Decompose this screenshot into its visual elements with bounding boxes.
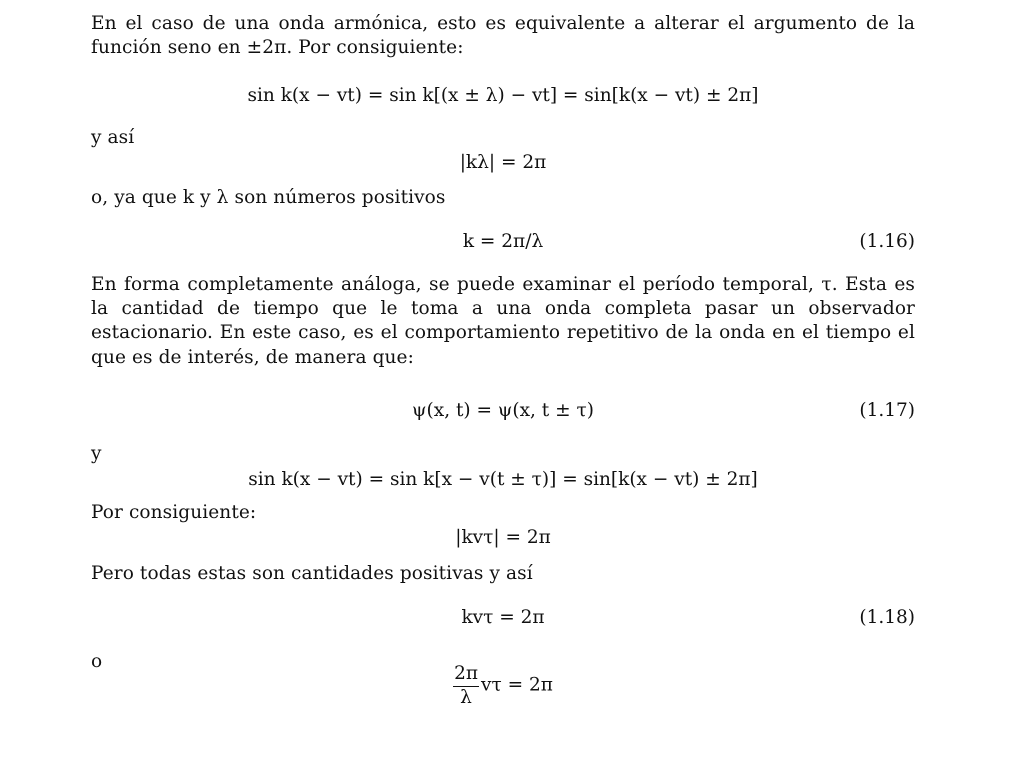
equation-number-1-18: (1.18) — [859, 607, 915, 628]
equation-k-lambda: |kλ| = 2π — [459, 152, 547, 173]
equation-number-1-16: (1.16) — [859, 231, 915, 252]
paragraph-positive-quantities: Pero todas estas son cantidades positivas y así — [91, 563, 533, 584]
equation-wavenumber: k = 2π/λ — [462, 231, 544, 252]
equation-psi-periodic: ψ(x, t) = ψ(x, t ± τ) — [412, 400, 594, 421]
fraction-denominator: λ — [460, 687, 472, 708]
paragraph-y: y — [91, 443, 102, 464]
fraction-rest: vτ = 2π — [481, 674, 553, 696]
paragraph-temporal-period: En forma completamente análoga, se puede examinar el período temporal, τ. Esta es la cantidad de tiempo que le toma a una onda completa pasar un observador estacionario. En este caso, es el comportamiento repetitivo de la onda en el tiempo el que es de interés, de manera que: — [91, 274, 915, 368]
paragraph-positive-numbers: o, ya que k y λ son números positivos — [91, 187, 446, 208]
paragraph-y-asi: y así — [91, 127, 135, 148]
equation-sine-shift: sin k(x − vt) = sin k[(x ± λ) − vt] = sin[k(x − vt) ± 2π] — [247, 85, 759, 106]
equation-number-1-17: (1.17) — [859, 400, 915, 421]
equation-fraction-form — [91, 662, 915, 709]
paragraph-o: o — [91, 651, 103, 672]
fraction — [453, 662, 479, 709]
equation-sine-time-shift: sin k(x − vt) = sin k[x − v(t ± τ)] = sin[k(x − vt) ± 2π] — [248, 469, 758, 490]
equation-kv-tau-abs: |kvτ| = 2π — [455, 527, 551, 548]
fraction-numerator: 2π — [454, 663, 479, 684]
equation-kv-tau: kvτ = 2π — [461, 607, 545, 628]
paragraph-por-consiguiente: Por consiguiente: — [91, 502, 257, 523]
paragraph-intro: En el caso de una onda armónica, esto es equivalente a alterar el argumento de la función seno en ±2π. Por consiguiente: — [91, 13, 915, 59]
